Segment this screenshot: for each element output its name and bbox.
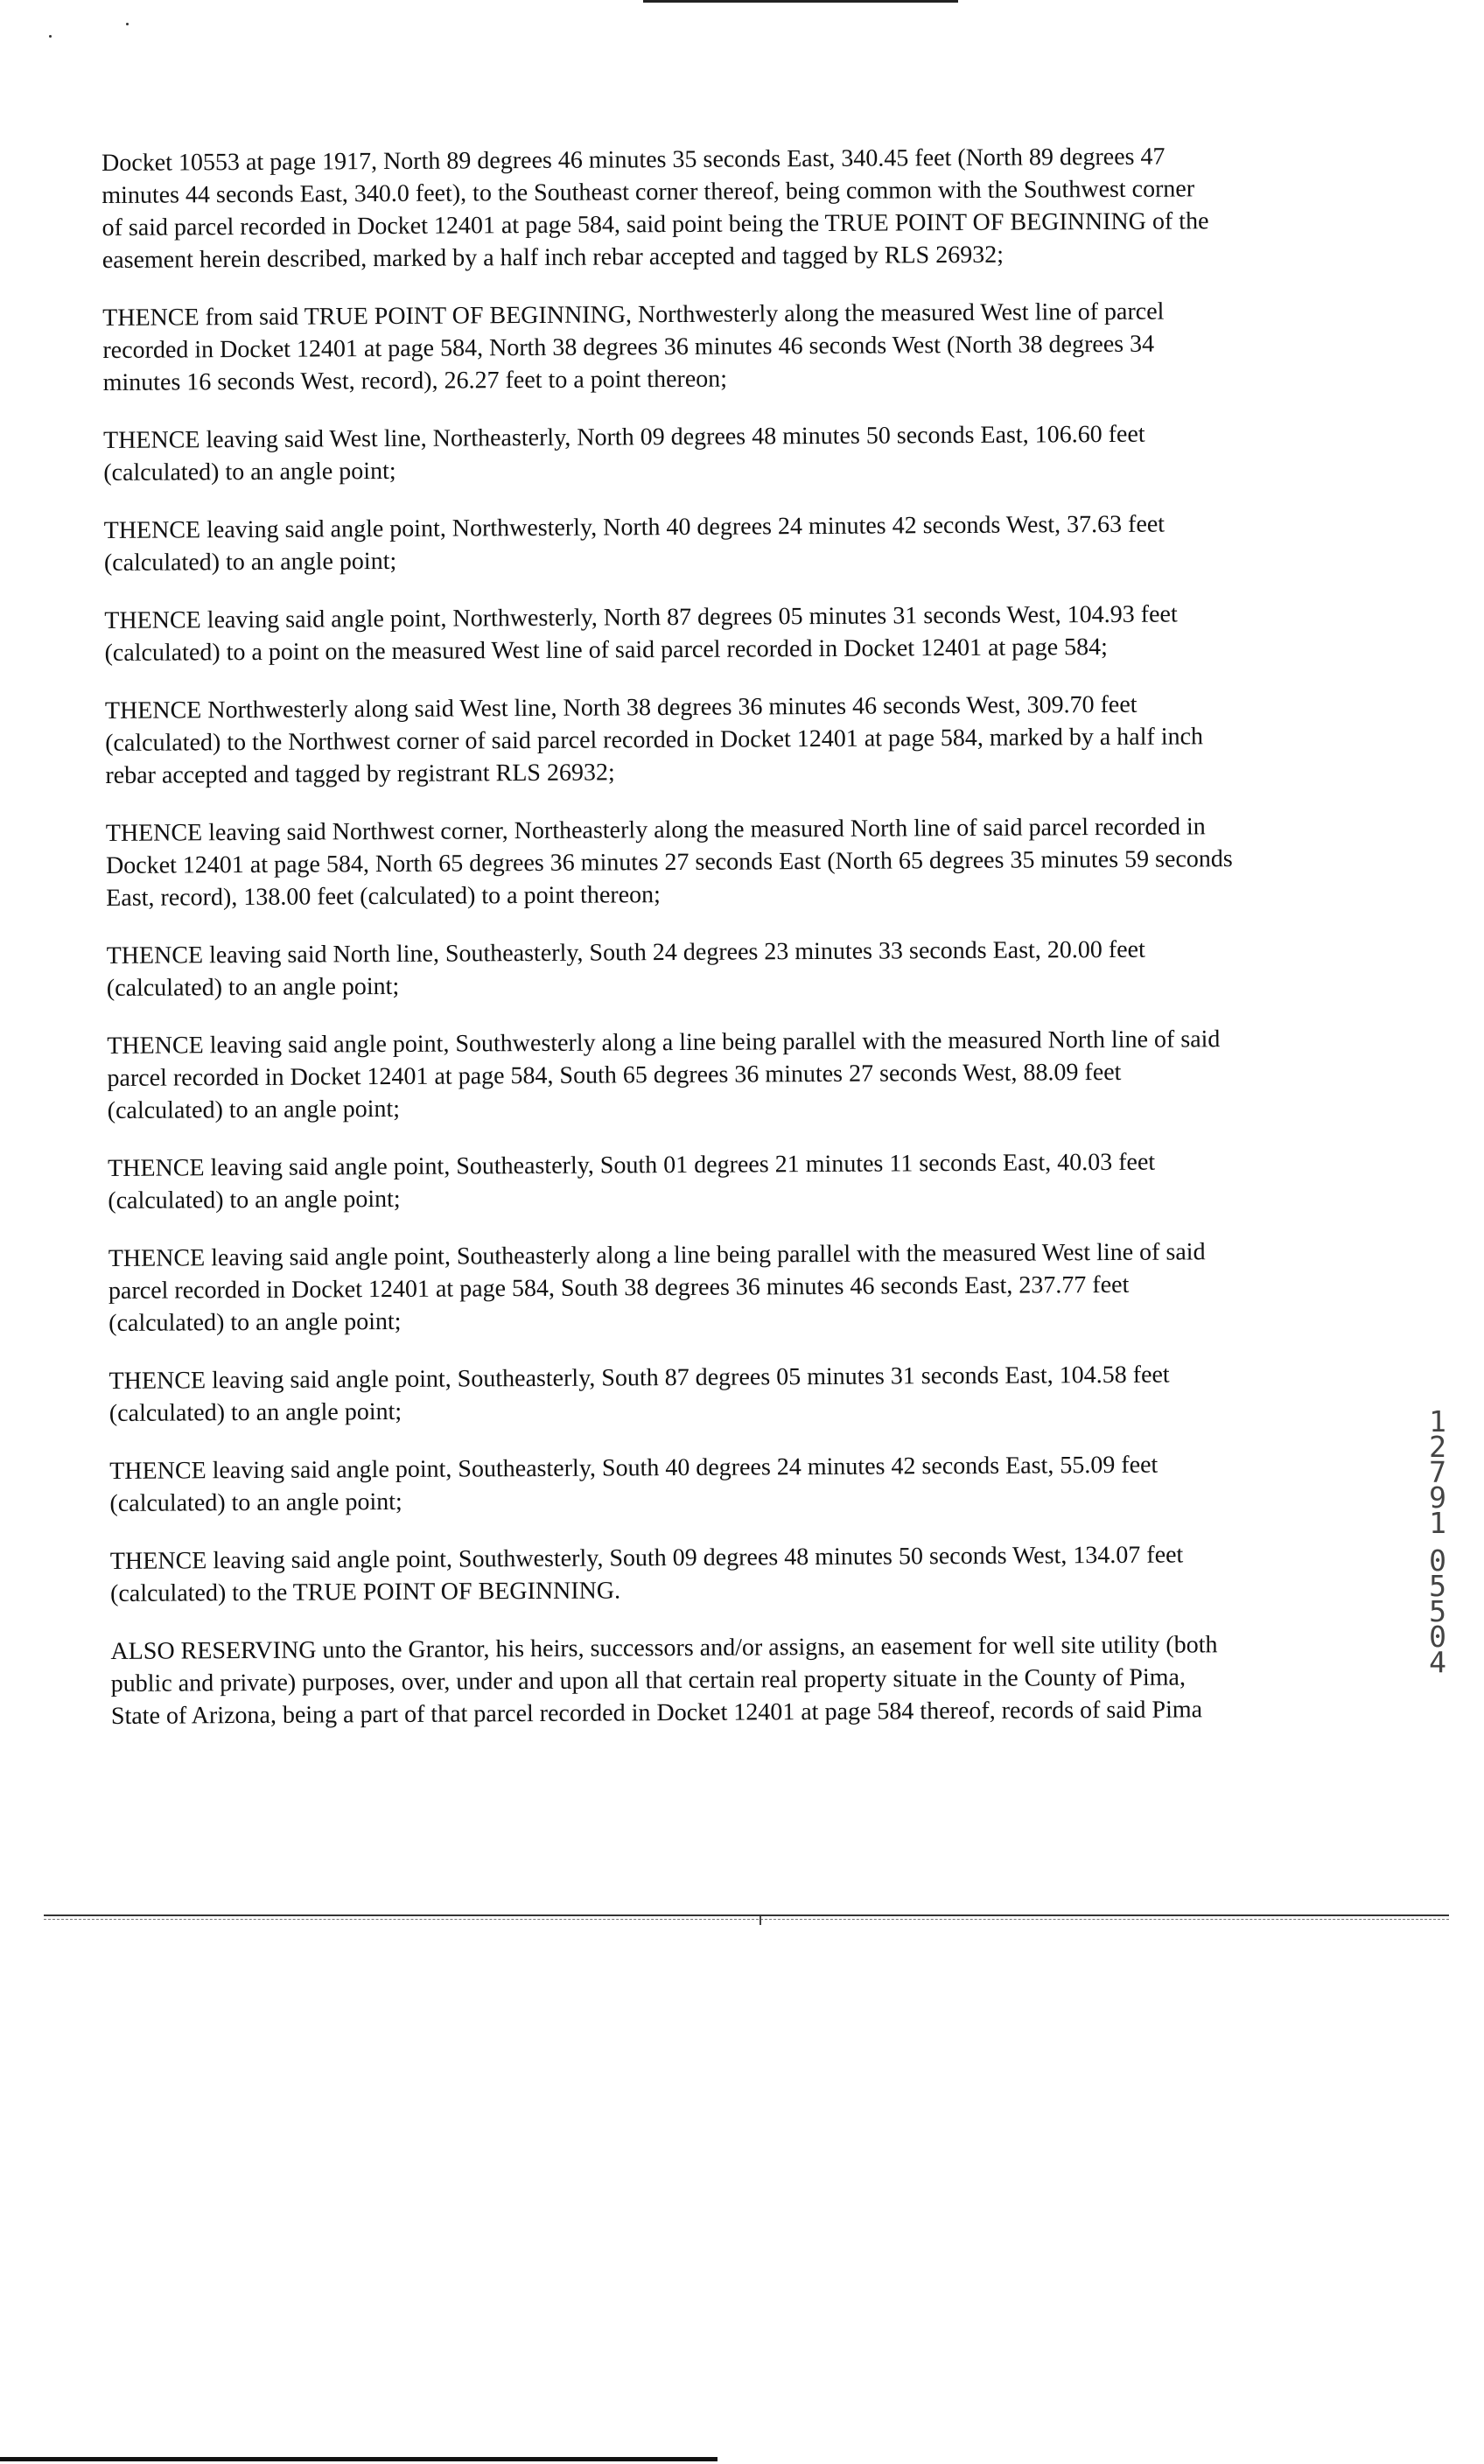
top-scan-edge: [643, 0, 958, 3]
stamp-docket-digit: 1: [1429, 1404, 1446, 1438]
paragraph-thence-1: THENCE from said TRUE POINT OF BEGINNING, Northwesterly along the measured West line of parcel recorded in Docket 12401 at page 584, North 38 degrees 36 minutes 46 seconds West (North 38 degrees 34 minutes 16 seconds West, record), 26.27 feet to a point thereon;: [102, 298, 1165, 396]
page-break-tick: [760, 1916, 761, 1925]
paragraph-also-reserving: ALSO RESERVING unto the Grantor, his heirs, successors and/or assigns, an easement for well site utility (both public and private) purposes, over, under and upon all that certain real property situate in the County of Pima, State of Arizona, being a part of that parcel recorded in Docket 12401 at page 584 thereof, records of said Pima: [110, 1631, 1218, 1730]
paragraph-thence-10: THENCE leaving said angle point, Southeasterly along a line being parallel with the measured West line of said parcel recorded in Docket 12401 at page 584, South 38 degrees 36 minutes 46 seconds East, 237.77 feet (calculated) to an angle point;: [108, 1238, 1206, 1337]
stamp-page-digit: 5: [1429, 1569, 1446, 1603]
paragraph-thence-12: THENCE leaving said angle point, Southeasterly, South 40 degrees 24 minutes 42 seconds East, 55.09 feet (calculated) to an angle point;: [109, 1451, 1158, 1517]
page-break-line: [44, 1914, 1449, 1916]
stamp-docket-digit: 2: [1429, 1430, 1446, 1464]
paragraph-thence-4: THENCE leaving said angle point, Northwesterly, North 87 degrees 05 minutes 31 seconds West, 104.93 feet (calculated) to a point on the measured West line of said parcel recorded in Docket 12401 at page 584;: [104, 600, 1178, 667]
page-break-line-dashed: [44, 1919, 1449, 1920]
paragraph-docket-10553: Docket 10553 at page 1917, North 89 degrees 46 minutes 35 seconds East, 340.45 feet (North 89 degrees 47 minutes 44 seconds East, 340.0 feet), to the Southeast corner thereof, being common with the Southwest corner of said parcel recorded in Docket 12401 at page 584, said point being the TRUE POINT OF BEGINNING of the easement herein described, marked by a half inch rebar accepted and tagged by RLS 26932;: [102, 143, 1209, 274]
stamp-docket-digit: 9: [1429, 1480, 1446, 1515]
paragraph-thence-3: THENCE leaving said angle point, Northwesterly, North 40 degrees 24 minutes 42 seconds West, 37.63 feet (calculated) to an angle point;: [103, 510, 1166, 577]
paragraph-thence-6: THENCE leaving said Northwest corner, Northeasterly along the measured North line of said parcel recorded in Docket 12401 at page 584, North 65 degrees 36 minutes 27 seconds East (North 65 degrees 35 minutes 59 seconds East, record), 138.00 feet (calculated) to a point thereon;: [105, 813, 1233, 912]
stamp-page-digit: 0: [1429, 1544, 1446, 1578]
paragraph-thence-2: THENCE leaving said West line, Northeasterly, North 09 degrees 48 minutes 50 seconds East, 106.60 feet (calculated) to an angle point;: [102, 420, 1145, 486]
stamp-docket-digit: 1: [1429, 1506, 1446, 1540]
stamp-page-digit: 0: [1429, 1620, 1446, 1654]
paragraph-thence-11: THENCE leaving said angle point, Southeasterly, South 87 degrees 05 minutes 31 seconds East, 104.58 feet (calculated) to an angle point;: [108, 1361, 1170, 1427]
paragraph-thence-13: THENCE leaving said angle point, Southwesterly, South 09 degrees 48 minutes 50 seconds West, 134.07 feet (calculated) to the TRUE POINT OF BEGINNING.: [109, 1541, 1184, 1607]
legal-description-body: [102, 139, 1382, 1758]
paragraph-thence-9: THENCE leaving said angle point, Southeasterly, South 01 degrees 21 minutes 11 seconds East, 40.03 feet (calculated) to an angle point;: [108, 1148, 1156, 1214]
paragraph-thence-5: THENCE Northwesterly along said West line, North 38 degrees 36 minutes 46 seconds West, 309.70 feet (calculated) to the Northwest corner of said parcel recorded in Docket 12401 at page 584, marked by a half inch rebar accepted and tagged by registrant RLS 26932;: [104, 690, 1204, 789]
stamp-docket-digit: 7: [1429, 1455, 1446, 1489]
stamp-page-digit: 5: [1429, 1594, 1446, 1628]
paragraph-thence-8: THENCE leaving said angle point, Southwesterly along a line being parallel with the measured North line of said parcel recorded in Docket 12401 at page 584, South 65 degrees 36 minutes 27 seconds West, 88.09 feet (calculated) to an angle point;: [107, 1026, 1221, 1124]
scan-speck: [126, 23, 129, 25]
bottom-scan-edge: [0, 2457, 718, 2461]
recording-stamp: [1416, 1404, 1460, 1679]
paragraph-thence-7: THENCE leaving said North line, Southeasterly, South 24 degrees 23 minutes 33 seconds East, 20.00 feet (calculated) to an angle point;: [106, 935, 1145, 1002]
scan-speck: [49, 35, 52, 38]
stamp-page-digit: 4: [1429, 1645, 1446, 1679]
